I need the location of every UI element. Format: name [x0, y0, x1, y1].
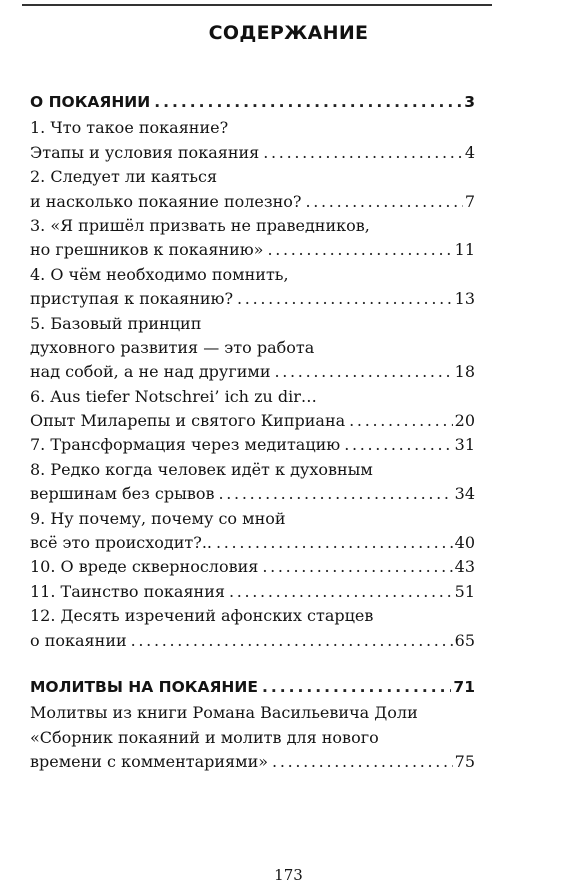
entry-last-line	[30, 409, 475, 433]
toc-entry	[30, 555, 475, 579]
entry-text: 7. Трансформация через медитацию	[30, 435, 341, 455]
dot-leader	[229, 580, 453, 604]
entry-text: всё это происходит?..	[30, 533, 212, 553]
toc-section	[30, 675, 475, 775]
dot-leader	[237, 287, 453, 311]
entry-text: МОЛИТВЫ НА ПОКАЯНИЕ	[30, 677, 258, 696]
entry-page-number: 71	[453, 677, 475, 696]
toc-entry	[30, 165, 475, 214]
entry-last-line	[30, 360, 475, 384]
page-number: 173	[274, 866, 303, 884]
dot-leader	[274, 360, 452, 384]
entry-last-line	[30, 750, 475, 774]
entry-line: 1. Что такое покаяние?	[30, 118, 229, 138]
dot-leader	[263, 141, 463, 165]
entry-page-number: 11	[454, 240, 475, 260]
entry-page-number: 43	[454, 557, 475, 577]
dot-leader	[344, 433, 452, 457]
entry-last-line	[30, 190, 475, 214]
entry-text: приступая к покаянию?	[30, 289, 234, 309]
section-heading	[30, 675, 475, 699]
entry-last-line	[30, 287, 475, 311]
entry-page-number: 18	[454, 362, 475, 382]
entry-line: 2. Следует ли каяться	[30, 167, 218, 187]
toc-entry	[30, 116, 475, 165]
entry-last-line	[30, 531, 475, 555]
entry-page-number: 20	[454, 411, 475, 431]
entry-text: о покаянии	[30, 630, 127, 650]
entry-page-number: 3	[464, 93, 475, 111]
entry-last-line	[30, 238, 475, 262]
entry-line: 9. Ну почему, почему со мной	[30, 508, 286, 528]
entry-last-line	[30, 580, 475, 604]
entry-text: вершинам без срывов	[30, 484, 215, 504]
dot-leader	[131, 629, 453, 653]
toc-entry	[30, 385, 475, 434]
toc-entry	[30, 701, 475, 774]
toc-entry	[30, 507, 475, 556]
toc-entry	[30, 263, 475, 312]
entry-page-number: 31	[454, 435, 475, 455]
entry-line: 8. Редко когда человек идёт к духовным	[30, 459, 373, 479]
dot-leader	[262, 675, 451, 699]
entry-text: О ПОКАЯНИИ	[30, 93, 151, 111]
dot-leader	[272, 750, 453, 774]
dot-leader	[154, 90, 462, 114]
entry-page-number: 34	[454, 484, 475, 504]
entry-last-line	[30, 629, 475, 653]
entry-page-number: 7	[464, 191, 475, 211]
entry-line: «Сборник покаяний и молитв для нового	[30, 727, 379, 747]
entry-last-line	[30, 555, 475, 579]
entry-text: и насколько покаяние полезно?	[30, 191, 302, 211]
dot-leader	[305, 190, 462, 214]
entry-text: над собой, а не над другими	[30, 362, 271, 382]
toc-entry	[30, 604, 475, 653]
entry-text: времени с комментариями»	[30, 752, 269, 772]
entry-page-number: 51	[454, 581, 475, 601]
entry-page-number: 75	[454, 752, 475, 772]
entry-line: 12. Десять изречений афонских старцев	[30, 606, 374, 626]
top-rule	[22, 4, 492, 6]
section-heading	[30, 90, 475, 114]
dot-leader	[219, 482, 453, 506]
entry-line: 4. О чём необходимо помнить,	[30, 264, 289, 284]
entry-last-line	[30, 482, 475, 506]
entry-last-line	[30, 141, 475, 165]
entry-text: 10. О вреде сквернословия	[30, 557, 259, 577]
toc-entry	[30, 214, 475, 263]
entry-text: Опыт Миларепы и святого Киприана	[30, 411, 346, 431]
entry-line: 6. Aus tiefer Notschrei’ ich zu dir…	[30, 386, 317, 406]
entry-page-number: 13	[454, 289, 475, 309]
entry-text: но грешников к покаянию»	[30, 240, 264, 260]
entry-text: Этапы и условия покаяния	[30, 142, 260, 162]
toc-entry	[30, 458, 475, 507]
entry-text: 11. Таинство покаяния	[30, 581, 225, 601]
toc-entry	[30, 433, 475, 457]
entry-page-number: 65	[454, 630, 475, 650]
entry-page-number: 40	[454, 533, 475, 553]
toc-entry	[30, 312, 475, 385]
entry-last-line	[30, 433, 475, 457]
entry-line: 5. Базовый принцип	[30, 313, 202, 333]
entry-line: духовного развития — это работа	[30, 337, 315, 357]
toc-entry	[30, 580, 475, 604]
entry-line: 3. «Я пришёл призвать не праведников,	[30, 215, 370, 235]
table-of-contents	[30, 90, 475, 775]
dot-leader	[216, 531, 453, 555]
page-title: СОДЕРЖАНИЕ	[208, 22, 369, 44]
toc-section	[30, 90, 475, 653]
entry-line: Молитвы из книги Романа Васильевича Доли	[30, 703, 418, 723]
entry-page-number: 4	[464, 142, 475, 162]
dot-leader	[349, 409, 452, 433]
dot-leader	[262, 555, 452, 579]
dot-leader	[267, 238, 452, 262]
